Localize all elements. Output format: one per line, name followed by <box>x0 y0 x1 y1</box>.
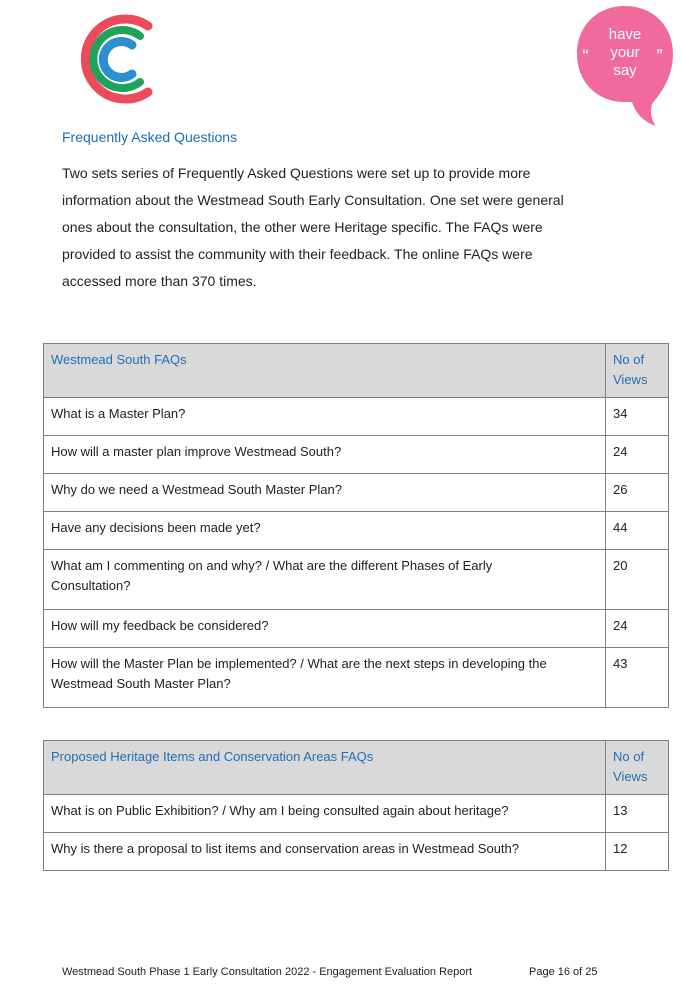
views-cell: 24 <box>606 610 669 648</box>
table-row <box>44 398 669 436</box>
intro-line: ones about the consultation, the other were Heritage specific. The FAQs were <box>62 219 543 235</box>
header-views: No of Views <box>606 741 669 795</box>
intro-line: accessed more than 370 times. <box>62 273 257 289</box>
intro-paragraph <box>62 160 622 295</box>
section-title: Frequently Asked Questions <box>62 129 238 145</box>
logo-text-say: say <box>613 62 637 79</box>
speech-bubble-logo-icon <box>574 4 676 128</box>
intro-line: provided to assist the community with their feedback. The online FAQs were <box>62 246 533 262</box>
table-row <box>44 610 669 648</box>
table-row <box>44 512 669 550</box>
footer-report-title: Westmead South Phase 1 Early Consultation 2022 - Engagement Evaluation Report <box>62 966 473 978</box>
question-cell: Why is there a proposal to list items and conservation areas in Westmead South? <box>44 833 606 871</box>
table-row <box>44 474 669 512</box>
question-cell: What is on Public Exhibition? / Why am I being consulted again about heritage? <box>44 795 606 833</box>
question-cell: Have any decisions been made yet? <box>44 512 606 550</box>
header-views: No of Views <box>606 344 669 398</box>
views-cell: 12 <box>606 833 669 871</box>
views-cell: 34 <box>606 398 669 436</box>
table-row <box>44 436 669 474</box>
table-row <box>44 833 669 871</box>
logo-text-have: have <box>608 26 642 43</box>
logo-text-your: your <box>610 44 640 61</box>
svg-text:”: ” <box>656 46 663 62</box>
heritage-faq-table <box>43 740 669 871</box>
footer-page-number: Page 16 of 25 <box>529 966 598 978</box>
views-cell: 24 <box>606 436 669 474</box>
table-row <box>44 795 669 833</box>
westmead-faq-table <box>43 343 669 708</box>
table-row <box>44 550 669 610</box>
question-cell: What am I commenting on and why? / What are the different Phases of Early Consultation? <box>44 550 606 610</box>
header-question: Westmead South FAQs <box>44 344 606 398</box>
question-cell: Why do we need a Westmead South Master Plan? <box>44 474 606 512</box>
table-header-row <box>44 344 669 398</box>
question-cell: How will a master plan improve Westmead South? <box>44 436 606 474</box>
table-header-row <box>44 741 669 795</box>
header-question: Proposed Heritage Items and Conservation Areas FAQs <box>44 741 606 795</box>
page-footer <box>62 966 598 978</box>
views-cell: 20 <box>606 550 669 610</box>
c-rings-logo-icon <box>68 12 158 107</box>
views-cell: 43 <box>606 648 669 708</box>
question-cell: How will the Master Plan be implemented? / What are the next steps in developing the Westmead South Master Plan? <box>44 648 606 708</box>
table-row <box>44 648 669 708</box>
intro-line: Two sets series of Frequently Asked Questions were set up to provide more <box>62 165 531 181</box>
intro-line: information about the Westmead South Early Consultation. One set were general <box>62 192 564 208</box>
svg-text:“: “ <box>582 46 589 62</box>
question-cell: What is a Master Plan? <box>44 398 606 436</box>
views-cell: 13 <box>606 795 669 833</box>
question-cell: How will my feedback be considered? <box>44 610 606 648</box>
views-cell: 26 <box>606 474 669 512</box>
views-cell: 44 <box>606 512 669 550</box>
